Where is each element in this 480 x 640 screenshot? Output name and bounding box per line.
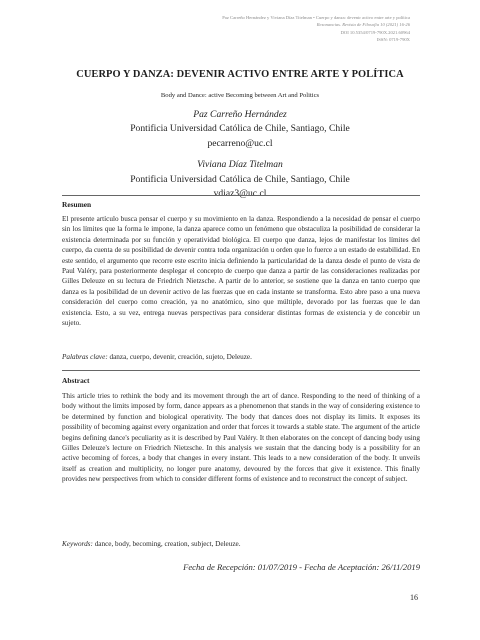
section-divider xyxy=(62,195,420,196)
submission-dates: Fecha de Recepción: 01/07/2019 - Fecha de Aceptación: 26/11/2019 xyxy=(183,562,420,572)
author-affiliation: Pontificia Universidad Católica de Chile, Santiago, Chile xyxy=(130,123,350,135)
section-divider xyxy=(62,370,420,371)
running-head-authors-title: Paz Carreño Hernández y Viviana Díaz Titelman • Cuerpo y danza: devenir activo entre arte y política xyxy=(222,15,410,20)
running-head-issn: ISSN: 0719-790X xyxy=(376,37,410,43)
page-number: 16 xyxy=(410,593,418,602)
author-list xyxy=(40,108,440,208)
author-block xyxy=(40,108,440,151)
keywords xyxy=(62,540,420,548)
keywords-label: Keywords: xyxy=(62,540,93,548)
abstract-heading: Abstract xyxy=(62,376,90,385)
article-title: CUERPO Y DANZA: DEVENIR ACTIVO ENTRE ARTE Y POLÍTICA xyxy=(76,69,404,80)
abstract-text: This article tries to rethink the body and its movement through the art of dance. Responding to the need of thinking of a body without the limits imposed by form, dance appears as a phenomenon that stands in the way of considering existence to be determined by function and biological operativity. The body that dances does not display its limits. It exposes its possibility of becoming against every organization and order that forces it towards a stable state. The argument of the article begins defining dance's peculiarity as it is described by Paul Valéry. It then elaborates on the concept of dancing body using Gilles Deleuze's lecture on Friedrich Nietzsche. In this analysis we sustain that the dancing body is a possibility for an active becoming of forces, a body that changes in every instant. This leads to a new consideration of the body. It unveils itself as creation and multiplicity, no longer pure anatomy, devoured by the forces that give it existence. This finally provides new perspectives from which to consider different forms of existence and to reconstruct the concept of subject. xyxy=(62,392,420,484)
palabras-clave xyxy=(62,353,420,361)
resumen-text: El presente artículo busca pensar el cuerpo y su movimiento en la danza. Respondiendo a la necesidad de pensar el cuerpo sin los límites que la forma le impone, la danza aparece como un fenómeno que obstaculiza la posibilidad de considerar la existencia determinada por su función y operatividad biológica. El cuerpo que danza, lejos de manifestar los límites del cuerpo, da cuenta de su posibilidad de devenir contra toda organización u orden que lo fuerce a un estado de estabilidad. En este sentido, el argumento que recorre este escrito inicia definiendo la particularidad de la danza desde el punto de vista de Paul Valéry, para posteriormente desplegar el concepto de cuerpo que danza a partir de las consideraciones realizadas por Gilles Deleuze en su lectura de Friedrich Nietzsche. A partir de lo anterior, se sostiene que la danza en tanto cuerpo que danza es la posibilidad de un devenir activo de las fuerzas que en cada instante se transforma. Esto abre paso a una nueva consideración del cuerpo como creación, ya no anatómico, sino que múltiple, devorado por las fuerzas que le dan existencia. Esto, a su vez, entrega nuevas perspectivas para considerar distintas formas de existencia y de concebir un sujeto. xyxy=(62,215,420,328)
author-email: vdiaz3@uc.cl xyxy=(213,188,267,200)
running-head-journal: Resonancias. Revista de Filosofía 10 (2021) 16-26 xyxy=(316,22,410,28)
keywords-values: dance, body, becoming, creation, subject, Deleuze. xyxy=(94,540,241,548)
running-head-doi: DOI 10.5354/0719-790X.2021.60964 xyxy=(340,29,410,35)
author-name: Viviana Díaz Titelman xyxy=(197,159,283,171)
author-email: pecarreno@uc.cl xyxy=(207,137,273,149)
author-name: Paz Carreño Hernández xyxy=(193,109,287,120)
keywords-values: danza, cuerpo, devenir, creación, sujeto, Deleuze. xyxy=(109,353,252,361)
author-affiliation: Pontificia Universidad Católica de Chile, Santiago, Chile xyxy=(130,173,350,185)
running-head xyxy=(110,14,410,44)
resumen-heading: Resumen xyxy=(62,200,92,209)
article-subtitle: Body and Dance: active Becoming between Art and Politics xyxy=(160,92,320,99)
keywords-label: Palabras clave: xyxy=(62,353,108,361)
